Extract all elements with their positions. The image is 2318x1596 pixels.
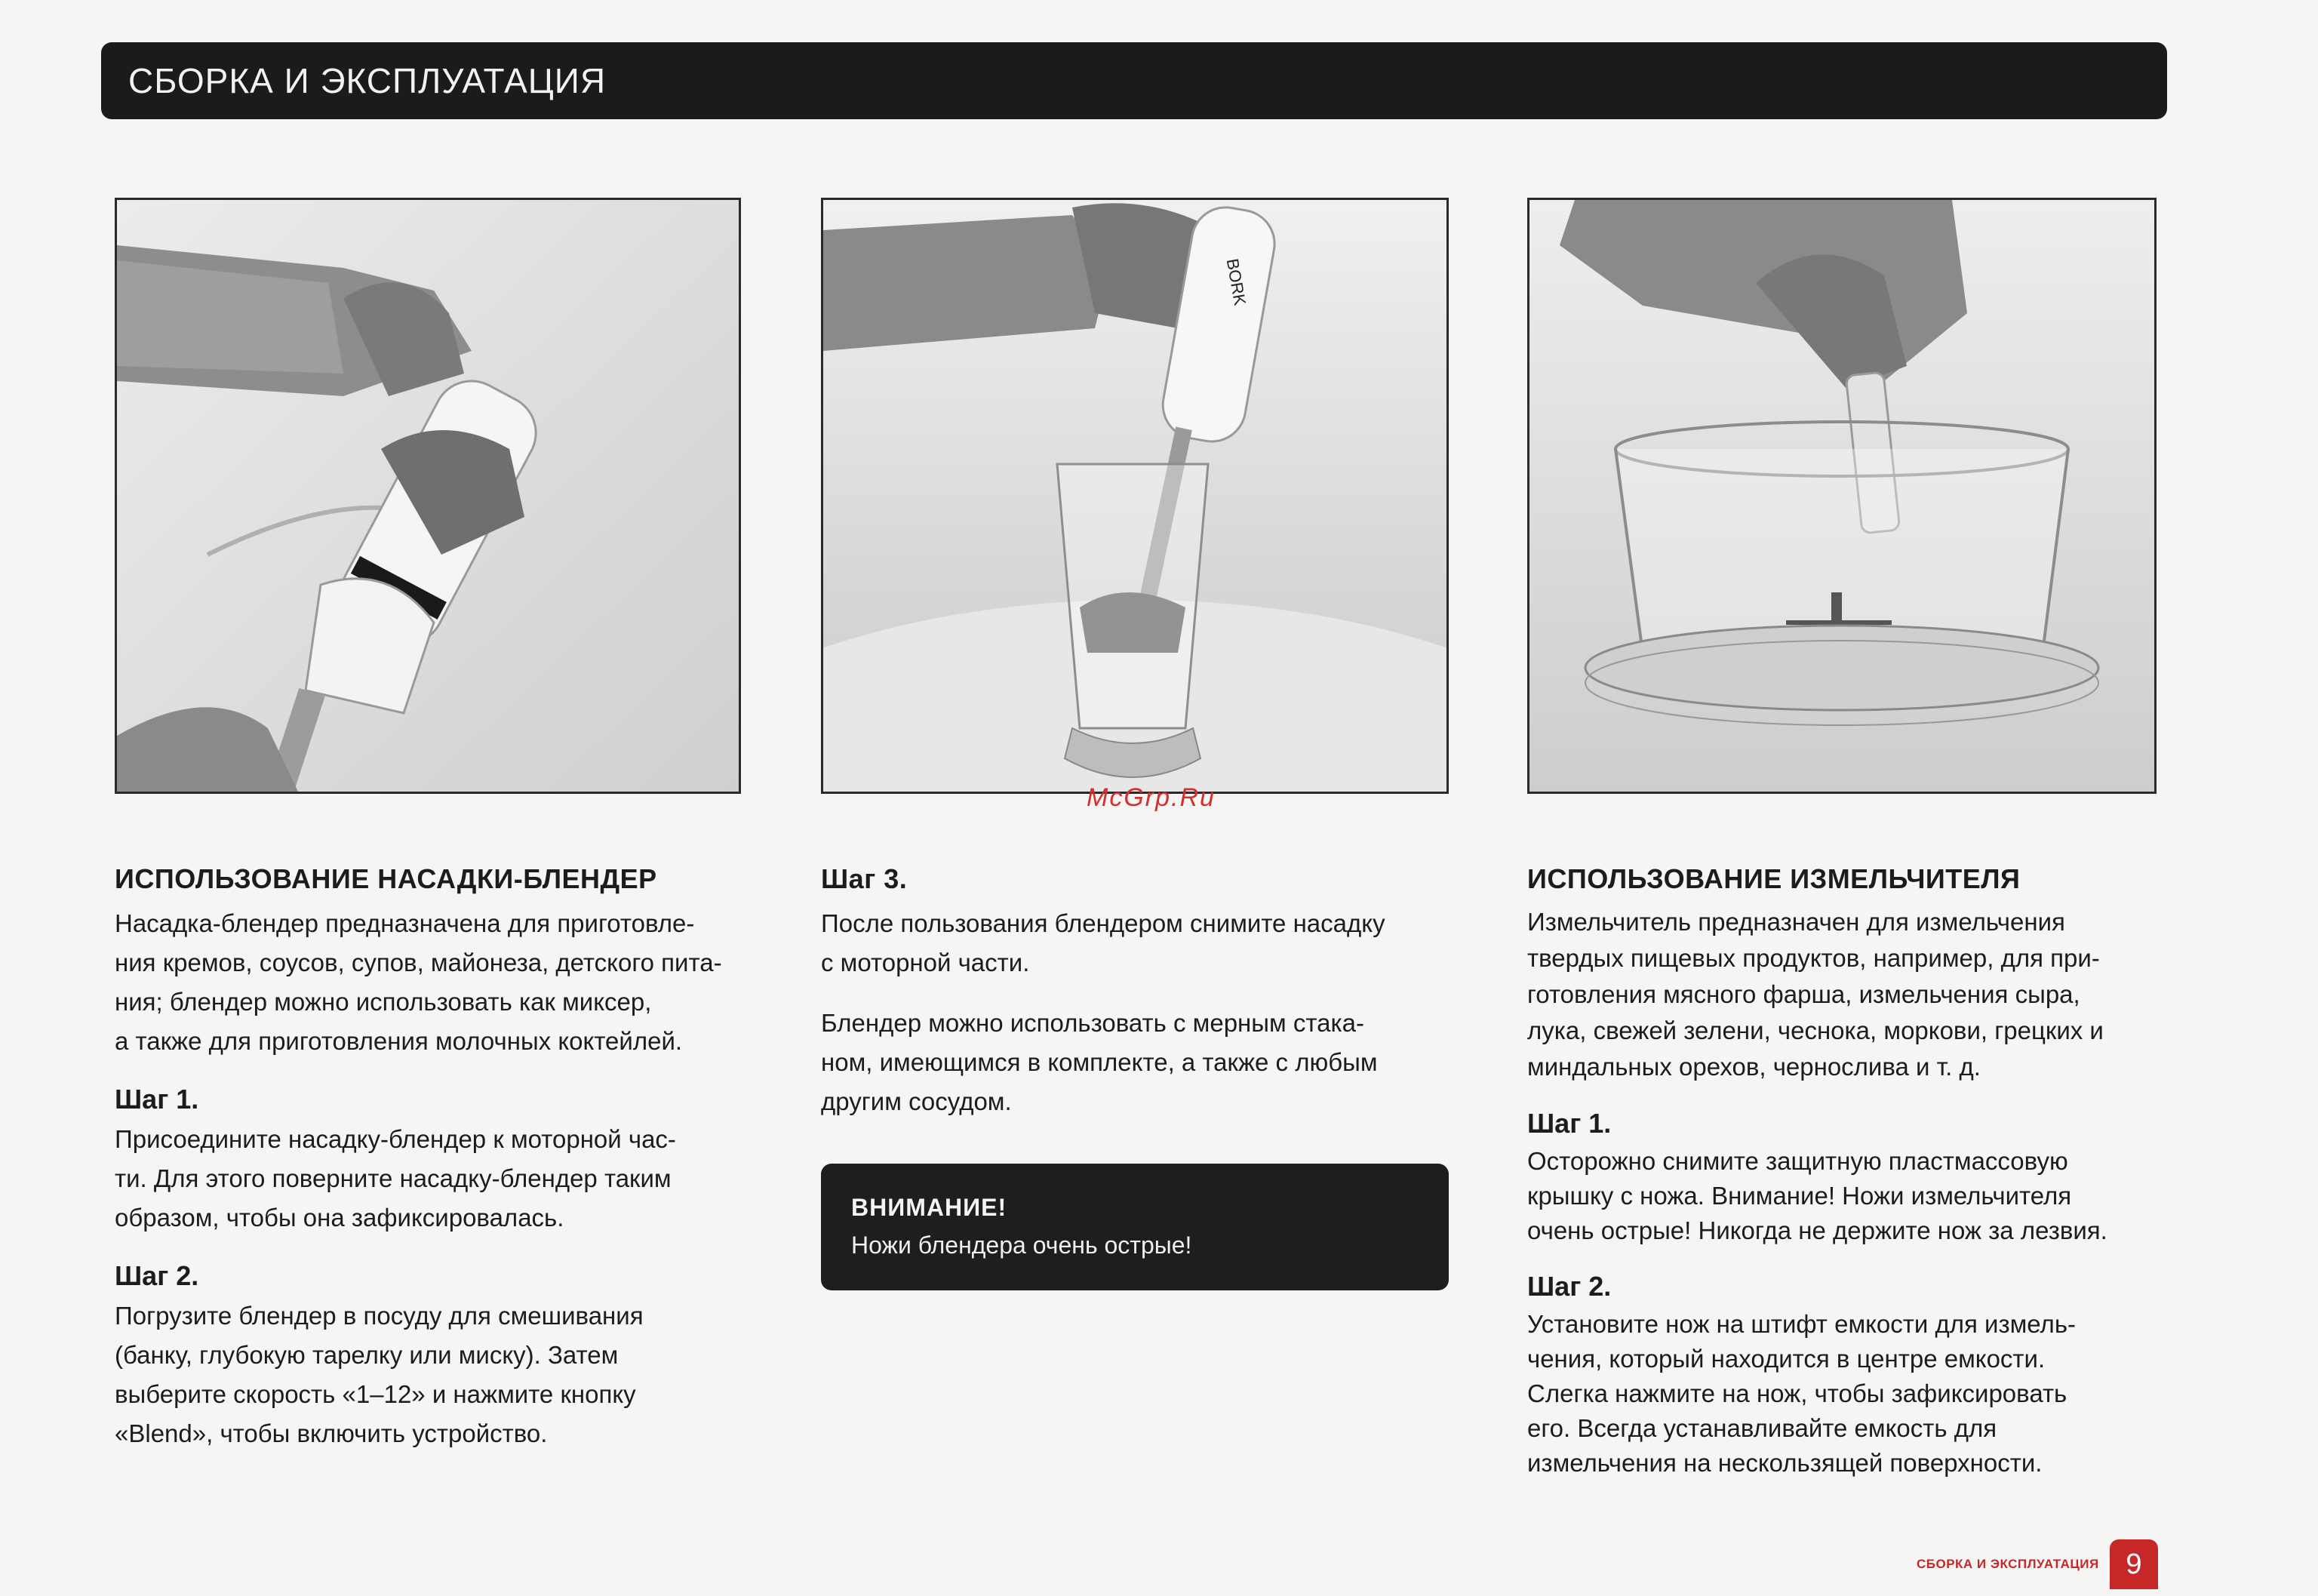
- blender-intro-line: ния кремов, соусов, супов, майонеза, детского пита-: [115, 949, 722, 976]
- photo-blender-in-cup: [821, 198, 1449, 794]
- chopper-step1-line: крышку с ножа. Внимание! Ножи измельчителя: [1527, 1182, 2072, 1210]
- blender-step3-line: с моторной части.: [821, 949, 1030, 976]
- chopper-intro-line: твердых пищевых продуктов, например, для при-: [1527, 944, 2100, 972]
- chopper-step2-line: Слегка нажмите на нож, чтобы зафиксировать: [1527, 1379, 2067, 1407]
- blender-step2-title: Шаг 2.: [115, 1260, 199, 1291]
- blender-intro-line: Насадка-блендер предназначена для приготовле-: [115, 909, 695, 937]
- chopper-intro-line: лука, свежей зелени, чеснока, моркови, грецких и: [1527, 1016, 2104, 1044]
- chopper-step1-title: Шаг 1.: [1527, 1108, 1612, 1139]
- blender-step1-title: Шаг 1.: [115, 1084, 199, 1115]
- blender-step2-line: Погрузите блендер в посуду для смешивания: [115, 1302, 644, 1330]
- measuring-cup-line: Блендер можно использовать с мерным стака-: [821, 1009, 1364, 1037]
- blender-intro-line: а также для приготовления молочных коктейлей.: [115, 1027, 683, 1055]
- chopper-step2-title: Шаг 2.: [1527, 1271, 1612, 1302]
- warning-box: [821, 1164, 1449, 1290]
- blender-step2-line: выберите скорость «1–12» и нажмите кнопку: [115, 1380, 636, 1408]
- blender-intro-line: ния; блендер можно использовать как миксер,: [115, 988, 652, 1016]
- watermark: McGrp.Ru: [1087, 783, 1216, 812]
- left-column: [115, 863, 741, 1453]
- chopper-step2-line: измельчения на нескользящей поверхности.: [1527, 1449, 2043, 1477]
- chopper-section-heading: ИСПОЛЬЗОВАНИЕ ИЗМЕЛЬЧИТЕЛЯ: [1527, 863, 2021, 894]
- blender-step3-line: После пользования блендером снимите насадку: [821, 909, 1385, 937]
- blender-step3-title: Шаг 3.: [821, 863, 908, 894]
- blender-step1-line: Присоедините насадку-блендер к моторной час-: [115, 1125, 676, 1153]
- chopper-intro-line: готовления мясного фарша, измельчения сыра,: [1527, 980, 2080, 1008]
- page-title: СБОРКА И ЭКСПЛУАТАЦИЯ: [128, 61, 607, 100]
- measuring-cup-line: другим сосудом.: [821, 1087, 1012, 1115]
- photo-attach-blender: [115, 198, 741, 794]
- right-column: [1527, 863, 2176, 1481]
- chopper-step1-line: очень острые! Никогда не держите нож за лезвия.: [1527, 1216, 2107, 1244]
- blender-section-heading: ИСПОЛЬЗОВАНИЕ НАСАДКИ-БЛЕНДЕР: [115, 863, 657, 894]
- blender-step1-line: ти. Для этого поверните насадку-блендер таким: [115, 1164, 672, 1192]
- middle-column: [821, 863, 1447, 1121]
- measuring-cup-line: ном, имеющимся в комплекте, а также с любым: [821, 1048, 1378, 1076]
- footer-section-label: СБОРКА И ЭКСПЛУАТАЦИЯ: [1917, 1557, 2099, 1571]
- brand-logo-2: BORK: [1222, 257, 1250, 307]
- chopper-step2-line: Установите нож на штифт емкости для измель-: [1527, 1310, 2076, 1338]
- blender-step1-line: образом, чтобы она зафиксировалась.: [115, 1204, 564, 1232]
- chopper-step2-line: его. Всегда устанавливайте емкость для: [1527, 1414, 1997, 1442]
- warning-title: ВНИМАНИЕ!: [851, 1194, 1007, 1221]
- chopper-step1-line: Осторожно снимите защитную пластмассовую: [1527, 1147, 2068, 1175]
- chopper-intro-line: миндальных орехов, чернослива и т. д.: [1527, 1053, 1981, 1081]
- blender-step2-line: «Blend», чтобы включить устройство.: [115, 1419, 548, 1447]
- section-header-bar: [101, 42, 2167, 119]
- blender-step2-line: (банку, глубокую тарелку или миску). Затем: [115, 1341, 619, 1369]
- warning-text: Ножи блендера очень острые!: [851, 1232, 1192, 1259]
- chopper-intro-line: Измельчитель предназначен для измельчения: [1527, 908, 2065, 936]
- photo-chopper-bowl: [1527, 198, 2157, 794]
- page-number: 9: [2110, 1539, 2158, 1589]
- chopper-step2-line: чения, который находится в центре емкости.: [1527, 1345, 2046, 1373]
